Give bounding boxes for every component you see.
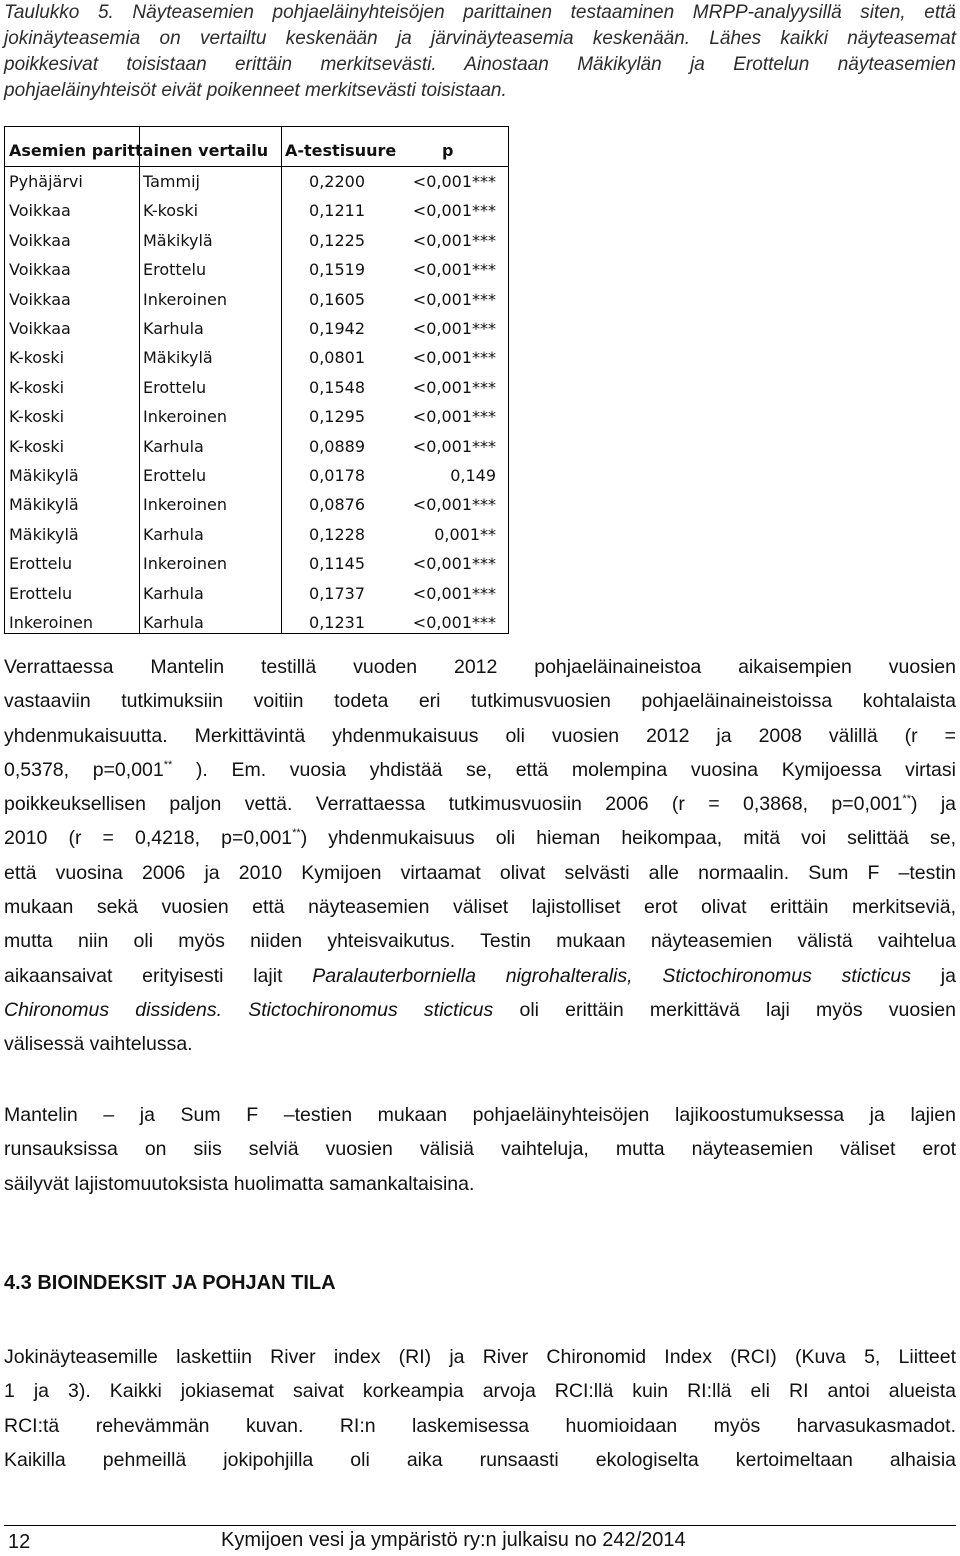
station-b-cell: Tammij <box>143 172 200 191</box>
a-statistic-cell: 0,0801 <box>309 348 365 368</box>
table-row <box>5 196 508 225</box>
text-line: 2010 (r = 0,4218, p=0,001**) yhdenmukaisuus oli hieman heikompaa, mitä voi selittää se, <box>4 827 956 850</box>
text-line: 1 ja 3). Kaikki jokiasemat saivat korkeampia arvoja RCI:llä kuin RI:llä eli RI antoi alueista <box>4 1380 956 1403</box>
station-b-cell: Karhula <box>143 319 204 338</box>
bioindex-paragraph <box>4 1340 956 1477</box>
text-line: RCI:tä rehevämmän kuvan. RI:n laskemisessa huomioidaan myös harvasukasmadot. <box>4 1414 956 1437</box>
caption-line: jokinäyteasemia on vertailtu keskenään ja järvinäyteasemia keskenään. Lähes kaikki näyteasemat <box>4 28 956 49</box>
text-line: vastaaviin tutkimuksiin voitiin todeta eri tutkimusvuosien pohjaeläinaineistoissa kohtalaista <box>4 690 956 713</box>
text-line: että vuosina 2006 ja 2010 Kymijoen virtaamat olivat selvästi alle normaalin. Sum F –testin <box>4 861 956 884</box>
a-statistic-cell: 0,1295 <box>309 407 365 427</box>
text-line: Chironomus dissidens. Stictochironomus sticticus oli erittäin merkittävä laji myös vuosien <box>4 998 956 1021</box>
text-line: mukaan sekä vuosien että näyteasemien väliset lajistolliset erot olivat erittäin merkitseviä, <box>4 896 956 919</box>
station-b-cell: K-koski <box>143 201 199 221</box>
caption-line: Taulukko 5. Näyteasemien pohjaeläinyhteisöjen parittainen testaaminen MRPP-analyysillä siten, että <box>4 2 956 23</box>
mantel-paragraph <box>4 650 956 1062</box>
a-statistic-cell: 0,1228 <box>309 524 365 544</box>
station-b-cell: Karhula <box>143 613 204 632</box>
mrpp-results-table <box>4 126 509 634</box>
text-line: Verrattaessa Mantelin testillä vuoden 2012 pohjaeläinaineistoa aikaisempien vuosien <box>4 656 956 678</box>
table-row <box>5 579 508 608</box>
a-statistic-cell: 0,1519 <box>309 260 365 280</box>
p-value-cell: <0,001*** <box>412 348 496 368</box>
summary-paragraph <box>4 1098 956 1201</box>
p-value-cell: 0,149 <box>450 466 496 485</box>
header-statistic: A-testisuure <box>285 141 397 160</box>
station-b-cell: Inkeroinen <box>143 289 227 309</box>
station-a-cell: K-koski <box>9 407 65 427</box>
a-statistic-cell: 0,1145 <box>309 554 365 574</box>
text-line: 0,5378, p=0,001** ). Em. vuosia yhdistää se, että molempina vuosina Kymijoessa virtasi <box>4 758 956 781</box>
a-statistic-cell: 0,1225 <box>309 230 365 250</box>
station-b-cell: Erottelu <box>143 260 207 280</box>
table-row <box>5 402 508 431</box>
station-b-cell: Inkeroinen <box>143 554 227 574</box>
a-statistic-cell: 0,0876 <box>309 495 365 515</box>
caption-line: poikkesivat toisistaan erittäin merkitsevästi. Ainostaan Mäkikylän ja Erottelun näyteasemien <box>4 54 956 75</box>
text-line: mutta niin oli myös niiden yhteisvaikutus. Testin mukaan näyteasemien välistä vaihtelua <box>4 930 956 953</box>
station-b-cell: Inkeroinen <box>143 407 227 427</box>
station-b-cell: Karhula <box>143 583 204 603</box>
p-value-cell: <0,001*** <box>412 319 496 338</box>
text-line: Kaikilla pehmeillä jokipohjilla oli aika runsaasti ekologiselta kertoimeltaan alhaisia <box>4 1448 956 1471</box>
publication-title: Kymijoen vesi ja ympäristö ry:n julkaisu no 242/2014 <box>221 1529 686 1551</box>
text-line: runsauksissa on siis selviä vuosien välisiä vaihteluja, mutta näyteasemien väliset erot <box>4 1138 956 1161</box>
section-heading: 4.3 BIOINDEKSIT JA POHJAN TILA <box>4 1272 336 1294</box>
table-row <box>5 226 508 255</box>
p-value-cell: <0,001*** <box>412 230 496 250</box>
table-row <box>5 343 508 372</box>
p-value-cell: <0,001*** <box>412 377 496 397</box>
p-value-cell: <0,001*** <box>412 613 496 632</box>
text-line: poikkeuksellisen paljon vettä. Verrattaessa tutkimusvuosiin 2006 (r = 0,3868, p=0,001**) ja <box>4 793 956 816</box>
station-a-cell: Mäkikylä <box>9 524 79 544</box>
a-statistic-cell: 0,2200 <box>309 172 365 191</box>
table-row <box>5 314 508 343</box>
p-value-cell: <0,001*** <box>412 583 496 603</box>
text-line: säilyvät lajistomuutoksista huolimatta samankaltaisina. <box>4 1172 475 1195</box>
p-value-cell: <0,001*** <box>412 172 496 191</box>
table-row <box>5 255 508 284</box>
footer-divider <box>4 1525 956 1526</box>
a-statistic-cell: 0,1942 <box>309 319 365 338</box>
table-header-row <box>5 136 508 165</box>
station-a-cell: K-koski <box>9 348 65 368</box>
station-a-cell: Mäkikylä <box>9 495 79 515</box>
station-b-cell: Karhula <box>143 524 204 544</box>
table-row <box>5 461 508 490</box>
table-row <box>5 285 508 314</box>
station-a-cell: Voikkaa <box>9 319 71 338</box>
station-b-cell: Mäkikylä <box>143 230 213 250</box>
a-statistic-cell: 0,1605 <box>309 289 365 309</box>
table-row <box>5 490 508 519</box>
text-line: Jokinäyteasemille laskettiin River index (RI) ja River Chironomid Index (RCI) (Kuva 5, Liitteet <box>4 1346 956 1368</box>
a-statistic-cell: 0,1231 <box>309 613 365 632</box>
station-a-cell: Voikkaa <box>9 230 71 250</box>
station-b-cell: Mäkikylä <box>143 348 213 368</box>
station-a-cell: Inkeroinen <box>9 613 93 632</box>
table-row <box>5 549 508 578</box>
p-value-cell: <0,001*** <box>412 201 496 221</box>
p-value-cell: <0,001*** <box>412 260 496 280</box>
station-b-cell: Erottelu <box>143 377 207 397</box>
station-a-cell: Voikkaa <box>9 289 71 309</box>
page-number: 12 <box>8 1531 31 1553</box>
station-a-cell: K-koski <box>9 377 65 397</box>
caption-line: pohjaeläinyhteisöt eivät poikenneet merkitsevästi toisistaan. <box>4 80 507 101</box>
p-value-cell: 0,001** <box>434 524 496 544</box>
p-value-cell: <0,001*** <box>412 554 496 574</box>
station-a-cell: K-koski <box>9 436 65 456</box>
station-a-cell: Erottelu <box>9 554 73 574</box>
station-a-cell: Voikkaa <box>9 260 71 280</box>
p-value-cell: <0,001*** <box>412 289 496 309</box>
station-a-cell: Mäkikylä <box>9 466 79 485</box>
table-row <box>5 432 508 461</box>
a-statistic-cell: 0,1211 <box>309 201 365 221</box>
a-statistic-cell: 0,0178 <box>309 466 365 485</box>
p-value-cell: <0,001*** <box>412 436 496 456</box>
a-statistic-cell: 0,1548 <box>309 377 365 397</box>
station-b-cell: Karhula <box>143 436 204 456</box>
table-row <box>5 373 508 402</box>
a-statistic-cell: 0,1737 <box>309 583 365 603</box>
a-statistic-cell: 0,0889 <box>309 436 365 456</box>
p-value-cell: <0,001*** <box>412 407 496 427</box>
table-row <box>5 520 508 549</box>
text-line: välisessä vaihtelussa. <box>4 1033 193 1056</box>
p-value-cell: <0,001*** <box>412 495 496 515</box>
text-line: aikaansaivat erityisesti lajit Paralauterborniella nigrohalteralis, Stictochironomus sticticus ja <box>4 964 956 987</box>
text-line: Mantelin – ja Sum F –testien mukaan pohjaeläinyhteisöjen lajikoostumuksessa ja lajien <box>4 1104 956 1126</box>
station-a-cell: Pyhäjärvi <box>9 172 83 191</box>
station-b-cell: Inkeroinen <box>143 495 227 515</box>
station-a-cell: Erottelu <box>9 583 73 603</box>
table-row <box>5 167 508 196</box>
table-caption <box>4 0 956 104</box>
text-line: yhdenmukaisuutta. Merkittävintä yhdenmukaisuus oli vuosien 2012 ja 2008 välillä (r = <box>4 724 956 747</box>
station-a-cell: Voikkaa <box>9 201 71 221</box>
header-p: p <box>442 141 454 160</box>
table-row <box>5 608 508 637</box>
header-comparison: Asemien parittainen vertailu <box>9 141 269 160</box>
station-b-cell: Erottelu <box>143 466 207 485</box>
